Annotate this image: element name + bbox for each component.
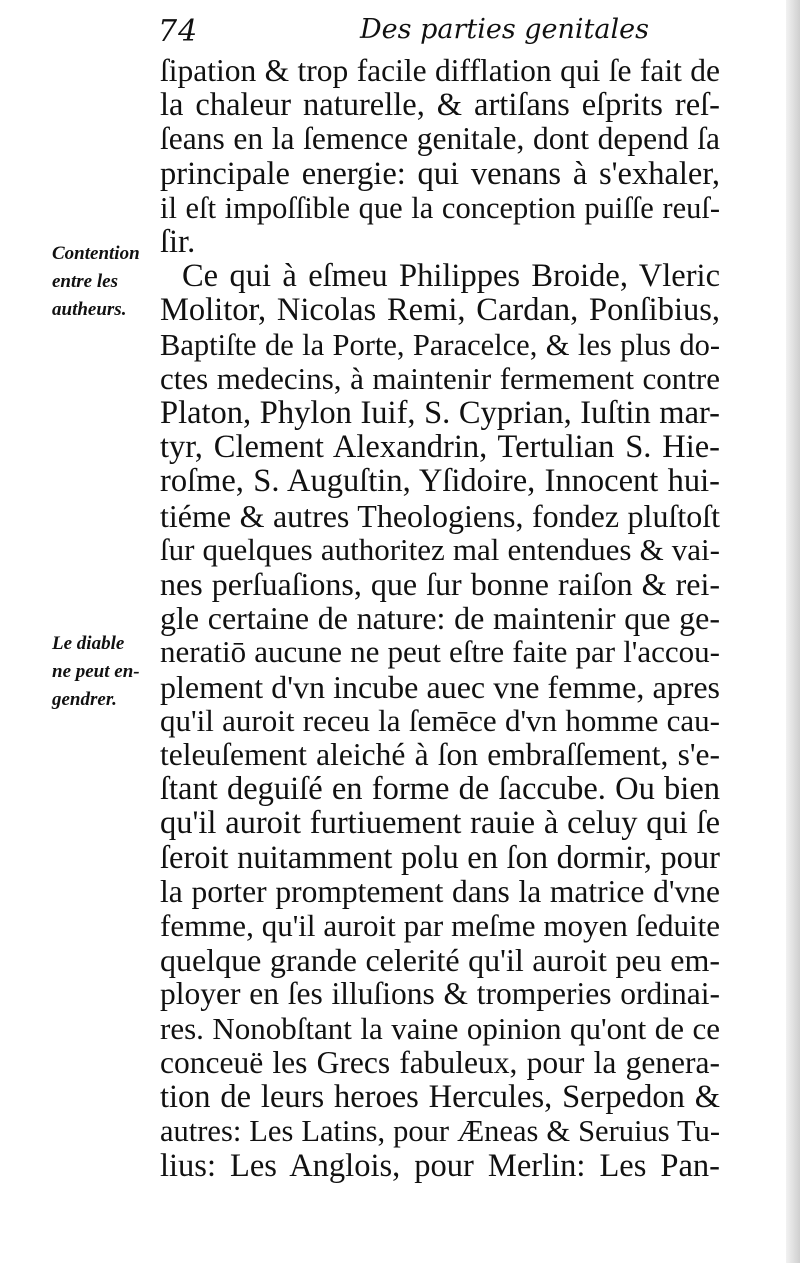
- text-line: Molitor, Nicolas Remi, Cardan, Ponſibius,: [160, 292, 720, 329]
- text-line: conceuë les Grecs fabuleux, pour la genera-: [160, 1044, 720, 1080]
- text-line: autres: Les Latins, pour Æneas & Seruius Tu-: [160, 1114, 720, 1149]
- margin-note-line: autheurs.: [52, 299, 127, 320]
- text-line: nes perſuaſions, que ſur bonne raiſon & rei-: [160, 566, 720, 603]
- text-line: plement d'vn incube auec vne femme, apres: [160, 668, 720, 705]
- body-text: [160, 54, 720, 1183]
- text-line: neratiō aucune ne peut eſtre faite par l'accou-: [160, 634, 720, 670]
- running-head: Des parties genitales: [360, 14, 649, 45]
- text-line: gle certaine de nature: de maintenir que ge-: [160, 600, 720, 637]
- text-line: Ce qui à eſmeu Philippes Broide, Vleric: [182, 258, 720, 295]
- text-line: ſir.: [160, 224, 196, 261]
- page-edge-shadow: [786, 0, 800, 1263]
- margin-note-line: ne peut en-: [52, 661, 140, 682]
- margin-note-line: Contention: [52, 243, 140, 264]
- page-number: 74: [158, 14, 199, 49]
- text-line: qu'il auroit furtiuement rauie à celuy qui ſe: [160, 805, 720, 842]
- text-line: ctes medecins, à maintenir fermement contre: [160, 360, 720, 396]
- text-line: femme, qu'il auroit par meſme moyen ſeduite: [160, 908, 720, 944]
- text-line: ſur quelques authoritez mal entendues & vai-: [160, 531, 720, 567]
- text-line: lius: Les Anglois, pour Merlin: Les Pan-: [160, 1147, 720, 1184]
- margin-note-line: gendrer.: [52, 689, 117, 710]
- margin-note-line: Le diable: [52, 633, 125, 654]
- text-line: principale energie: qui venans à s'exhaler,: [160, 155, 720, 192]
- text-line: tyr, Clement Alexandrin, Tertulian S. Hie-: [160, 429, 720, 466]
- text-line: res. Nonobſtant la vaine opinion qu'ont de ce: [160, 1010, 720, 1046]
- text-line: ſeroit nuitamment polu en ſon dormir, pour: [160, 839, 720, 876]
- text-line: roſme, S. Auguſtin, Yſidoire, Innocent hui-: [160, 463, 720, 500]
- text-line: ſtant deguiſé en forme de ſaccube. Ou bien: [160, 771, 720, 808]
- text-line: la porter promptement dans la matrice d'vne: [160, 873, 720, 909]
- text-line: Baptiſte de la Porte, Paracelce, & les plus do-: [160, 327, 720, 362]
- text-line: qu'il auroit receu la ſemēce d'vn homme cau-: [160, 702, 720, 738]
- margin-note-diable: [52, 630, 162, 714]
- text-line: Platon, Phylon Iuif, S. Cyprian, Iuſtin mar-: [160, 395, 720, 432]
- text-line: la chaleur naturelle, & artiſans eſprits reſ-: [160, 87, 720, 124]
- text-line: ſeans en la ſemence genitale, dont depend ſa: [160, 121, 720, 157]
- text-line: ployer en ſes illuſions & tromperies ordinai-: [160, 976, 720, 1012]
- text-line: tiéme & autres Theologiens, fondez pluſtoſt: [160, 497, 720, 534]
- text-line: il eſt impoſſible que la conception puiſſe reuſ-: [160, 190, 720, 225]
- margin-note-line: entre les: [52, 271, 118, 292]
- text-line: ſipation & trop facile difflation qui ſe fait de: [160, 53, 720, 88]
- margin-note-contention: [52, 240, 162, 324]
- text-line: tion de leurs heroes Hercules, Serpedon &: [160, 1079, 720, 1116]
- text-line: quelque grande celerité qu'il auroit peu em-: [160, 942, 720, 979]
- text-line: teleuſement aleiché à ſon embraſſement, s'e-: [160, 737, 720, 773]
